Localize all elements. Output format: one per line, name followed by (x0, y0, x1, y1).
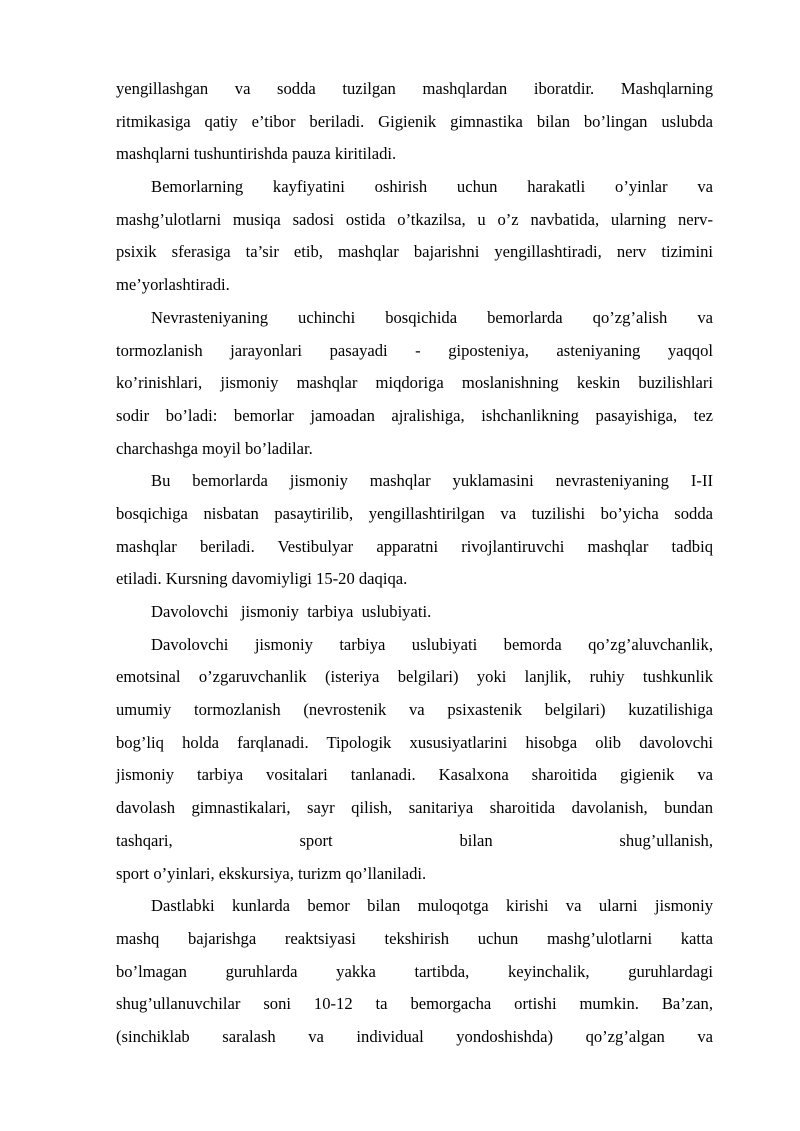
text-line: psixik sferasiga ta’sir etib, mashqlar bajarishni yengillashtiradi, nerv tizimini (116, 242, 713, 262)
text-line: bog’liq holda farqlanadi. Tipologik xususiyatlarini hisobga olib davolovchi (116, 732, 713, 752)
text-line: Dastlabki kunlarda bemor bilan muloqotga kirishi va ularni jismoniy (151, 896, 713, 916)
text-line: mashg’ulotlarni musiqa sadosi ostida o’tkazilsa, u o’z navbatida, ularning nerv- (116, 209, 713, 229)
text-line: Davolovchi jismoniy tarbiya uslubiyati. (151, 602, 432, 621)
text-line: Davolovchi jismoniy tarbiya uslubiyati bemorda qo’zg’aluvchanlik, (151, 634, 713, 654)
text-line: mashq bajarishga reaktsiyasi tekshirish uchun mashg’ulotlarni katta (116, 928, 713, 948)
paragraph-3 (116, 302, 713, 465)
paragraph-4 (116, 465, 713, 596)
text-line: shug’ullanuvchilar soni 10-12 ta bemorgacha ortishi mumkin. Ba’zan, (116, 994, 713, 1014)
text-line: me’yorlashtiradi. (116, 275, 230, 295)
text-line: sport o’yinlari, ekskursiya, turizm qo’llaniladi. (116, 863, 427, 883)
text-line: mashqlarni tushuntirishda pauza kiritiladi. (116, 144, 397, 164)
text-line: emotsinal o’zgaruvchanlik (isteriya belgilari) yoki lanjlik, ruhiy tushkunlik (116, 667, 713, 687)
text-line: tashqari, sport bilan shug’ullanish, (116, 830, 713, 850)
text-line: bosqichiga nisbatan pasaytirilib, yengillashtirilgan va tuzilishi bo’yicha sodda (116, 503, 713, 523)
section-heading (116, 596, 713, 629)
text-line: charchashga moyil bo’ladilar. (116, 438, 313, 458)
text-line: bo’lmagan guruhlarda yakka tartibda, keyinchalik, guruhlardagi (116, 961, 713, 981)
text-line: yengillashgan va sodda tuzilgan mashqlardan iboratdir. Mashqlarning (116, 79, 713, 98)
text-line: mashqlar beriladi. Vestibulyar apparatni rivojlantiruvchi mashqlar tadbiq (116, 536, 713, 556)
text-line: jismoniy tarbiya vositalari tanlanadi. Kasalxona sharoitida gigienik va (116, 765, 713, 785)
text-line: tormozlanish jarayonlari pasayadi - giposteniya, asteniyaning yaqqol (116, 340, 713, 360)
paragraph-7 (116, 890, 713, 1053)
text-line: sodir bo’ladi: bemorlar jamoadan ajralishiga, ishchanlikning pasayishiga, tez (116, 405, 713, 425)
text-line: (sinchiklab saralash va individual yondoshishda) qo’zg’algan va (116, 1026, 713, 1046)
text-line: Bu bemorlarda jismoniy mashqlar yuklamasini nevrasteniyaning I-II (151, 471, 713, 491)
text-line: Bemorlarning kayfiyatini oshirish uchun harakatli o’yinlar va (151, 177, 713, 197)
text-line: umumiy tormozlanish (nevrostenik va psixastenik belgilari) kuzatilishiga (116, 700, 713, 720)
document-page (116, 73, 713, 1054)
paragraph-1 (116, 73, 713, 171)
text-line: etiladi. Kursning davomiyligi 15-20 daqiqa. (116, 569, 408, 589)
text-line: davolash gimnastikalari, sayr qilish, sanitariya sharoitida davolanish, bundan (116, 798, 713, 818)
paragraph-6 (116, 629, 713, 891)
text-line: Nevrasteniyaning uchinchi bosqichida bemorlarda qo’zg’alish va (151, 307, 713, 327)
text-line: ko’rinishlari, jismoniy mashqlar miqdoriga moslanishning keskin buzilishlari (116, 373, 713, 393)
paragraph-2 (116, 171, 713, 302)
text-line: ritmikasiga qatiy e’tibor beriladi. Gigienik gimnastika bilan bo’lingan uslubda (116, 111, 713, 131)
